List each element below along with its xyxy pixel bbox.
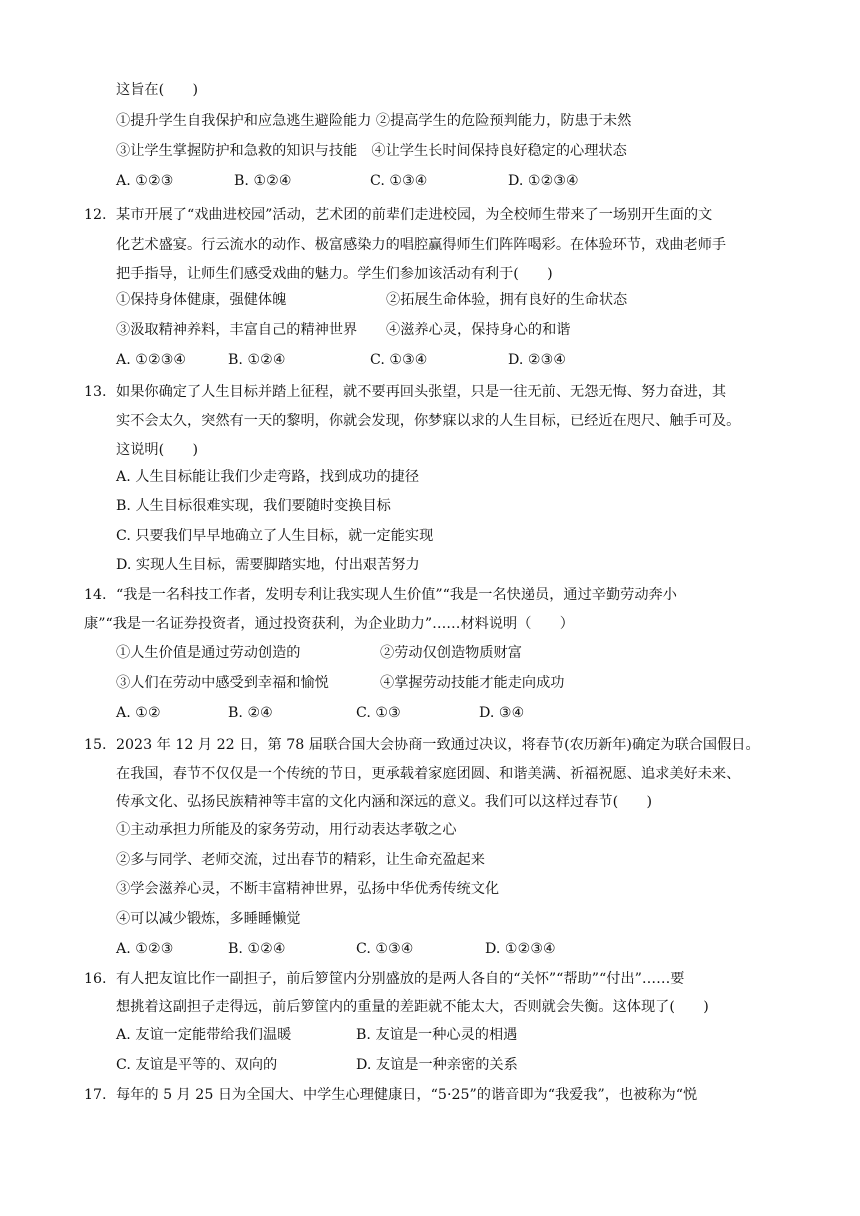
q14-item: ③人们在劳动中感受到幸福和愉悦 (116, 675, 329, 691)
q14-item: ②劳动仅创造物质财富 (380, 645, 522, 661)
q15-stem-line: 2023 年 12 月 22 日，第 78 届联合国大会协商一致通过决议，将春节(农历新年)确定为联合国假日。 (116, 737, 760, 753)
q12-item: ②拓展生命体验，拥有良好的生命状态 (386, 292, 628, 308)
q16-stem-line: 想挑着这副担子走得远，前后箩筐内的重量的差距就不能太大，否则就会失衡。这体现了( ) (116, 999, 709, 1015)
q15-item: ③学会滋养心灵，不断丰富精神世界，弘扬中华优秀传统文化 (116, 881, 500, 897)
q13-stem-line: 如果你确定了人生目标并踏上征程，就不要再回头张望，只是一往无前、无怨无悔、努力奋进，其 (116, 384, 727, 400)
q16-option-a: A. 友谊一定能带给我们温暖 (116, 1027, 292, 1043)
q11-option-b: B. ①②④ (234, 173, 292, 189)
q12-option-b: B. ①②④ (228, 352, 286, 368)
q12-item: ④滋养心灵，保持身心的和谐 (386, 322, 571, 338)
q11-option-c: C. ①③④ (370, 173, 428, 189)
q15-option-c: C. ①③④ (356, 941, 414, 957)
q15-option-a: A. ①②③ (116, 941, 174, 957)
q15-item: ①主动承担力所能及的家务劳动，用行动表达孝敬之心 (116, 822, 457, 838)
q17-number: 17. (84, 1087, 107, 1103)
q14-stem-line: 康”“我是一名证券投资者，通过投资获利，为企业助力”……材料说明（ ） (84, 616, 574, 632)
q13-option-c: C. 只要我们早早地确立了人生目标，就一定能实现 (116, 528, 434, 544)
q12-number: 12. (84, 207, 107, 223)
q14-option-b: B. ②④ (228, 705, 273, 721)
q14-option-a: A. ①② (116, 705, 161, 721)
q16-stem-line: 有人把友谊比作一副担子，前后箩筐内分别盛放的是两人各自的“关怀”“帮助”“付出”……要 (116, 971, 685, 987)
q14-option-c: C. ①③ (356, 705, 401, 721)
q13-stem-line: 这说明( ) (116, 442, 199, 458)
q13-stem-line: 实不会太久，突然有一天的黎明，你就会发现，你梦寐以求的人生目标，已经近在咫尺、触手可及。 (116, 413, 741, 429)
q13-option-b: B. 人生目标很难实现，我们要随时变换目标 (116, 498, 391, 514)
q16-option-d: D. 友谊是一种亲密的关系 (356, 1057, 518, 1073)
q15-option-b: B. ①②④ (228, 941, 286, 957)
q12-stem-line: 把手指导，让师生们感受戏曲的魅力。学生们参加该活动有利于( ) (116, 266, 553, 282)
q16-option-c: C. 友谊是平等的、双向的 (116, 1057, 278, 1073)
q12-stem-line: 化艺术盛宴。行云流水的动作、极富感染力的唱腔赢得师生们阵阵喝彩。在体验环节，戏曲老师手 (116, 237, 727, 253)
q15-stem-line: 传承文化、弘扬民族精神等丰富的文化内涵和深远的意义。我们可以这样过春节( ) (116, 794, 653, 810)
q15-stem-line: 在我国，春节不仅仅是一个传统的节日，更承载着家庭团圆、和谐美满、祈福祝愿、追求美好未来、 (116, 766, 741, 782)
q12-item: ③汲取精神养料，丰富自己的精神世界 (116, 322, 358, 338)
q16-number: 16. (84, 971, 107, 987)
q14-item: ①人生价值是通过劳动创造的 (116, 645, 301, 661)
q12-item: ①保持身体健康，强健体魄 (116, 292, 287, 308)
q11-item-row: ①提升学生自我保护和应急逃生避险能力 ②提高学生的危险预判能力，防患于未然 (116, 113, 632, 129)
q15-number: 15. (84, 737, 107, 753)
q12-option-a: A. ①②③④ (116, 352, 187, 368)
q16-option-b: B. 友谊是一种心灵的相遇 (356, 1027, 518, 1043)
q11-item-row: ③让学生掌握防护和急救的知识与技能 ④让学生长时间保持良好稳定的心理状态 (116, 143, 627, 159)
q12-option-c: C. ①③④ (370, 352, 428, 368)
q13-option-a: A. 人生目标能让我们少走弯路，找到成功的捷径 (116, 469, 420, 485)
q14-item: ④掌握劳动技能才能走向成功 (380, 675, 565, 691)
q15-option-d: D. ①②③④ (485, 941, 556, 957)
q11-option-d: D. ①②③④ (508, 173, 579, 189)
q14-option-d: D. ③④ (479, 705, 525, 721)
q14-stem-line: “我是一名科技工作者，发明专利让我实现人生价值”“我是一名快递员，通过辛勤劳动奔小 (116, 587, 677, 603)
q14-number: 14. (84, 587, 107, 603)
q13-number: 13. (84, 384, 107, 400)
q17-stem-line: 每年的 5 月 25 日为全国大、中学生心理健康日，“5·25”的谐音即为“我爱我”，也被称为“悦 (116, 1087, 698, 1103)
q12-stem-line: 某市开展了“戏曲进校园”活动，艺术团的前辈们走进校园，为全校师生带来了一场别开生面的文 (116, 207, 713, 223)
q15-item: ②多与同学、老师交流，过出春节的精彩，让生命充盈起来 (116, 852, 485, 868)
q15-item: ④可以减少锻炼，多睡睡懒觉 (116, 911, 301, 927)
q11-option-a: A. ①②③ (116, 173, 174, 189)
q12-option-d: D. ②③④ (508, 352, 567, 368)
q11-stem: 这旨在( ) (116, 82, 199, 98)
q13-option-d: D. 实现人生目标，需要脚踏实地，付出艰苦努力 (116, 557, 420, 573)
